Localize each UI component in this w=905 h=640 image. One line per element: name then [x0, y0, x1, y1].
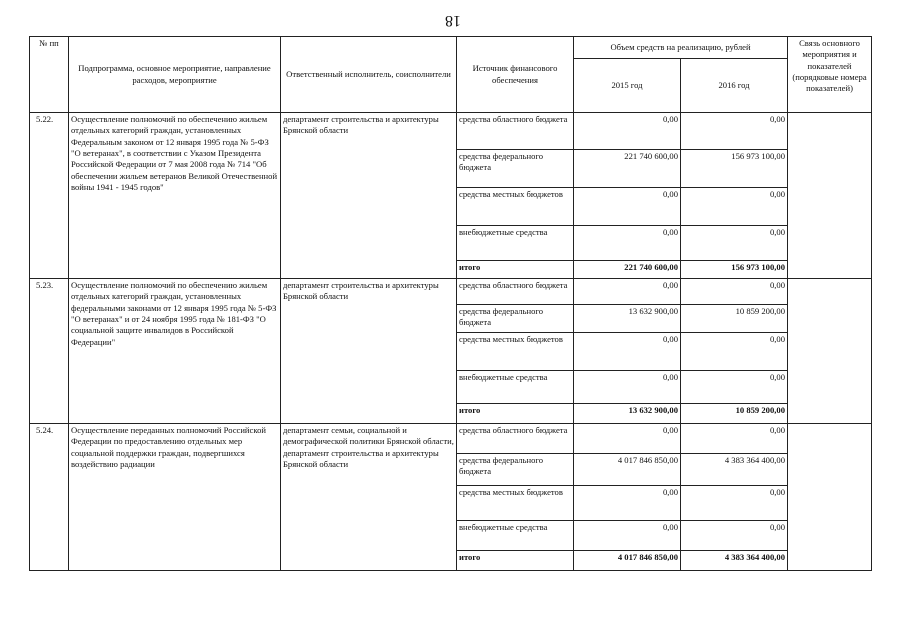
total-2015: 4 017 846 850,00 [574, 551, 681, 571]
value-2016: 4 383 364 400,00 [681, 454, 788, 486]
source-cell: средства областного бюджета [457, 279, 574, 305]
activity-name: Осуществление переданных полномочий Российской Федерации по предоставлению отдельных мер социальной поддержки граждан, подвергшихся воздействию радиации [69, 424, 281, 571]
header-source: Источник финансового обеспечения [457, 37, 574, 113]
value-2015: 0,00 [574, 113, 681, 150]
value-2015: 13 632 900,00 [574, 305, 681, 333]
link-cell [788, 424, 872, 571]
value-2016: 0,00 [681, 113, 788, 150]
value-2015: 0,00 [574, 424, 681, 454]
total-2016: 4 383 364 400,00 [681, 551, 788, 571]
source-cell: средства областного бюджета [457, 424, 574, 454]
funding-table [29, 36, 872, 571]
source-cell: средства федерального бюджета [457, 150, 574, 188]
value-2016: 0,00 [681, 486, 788, 521]
source-cell: внебюджетные средства [457, 521, 574, 551]
value-2016: 0,00 [681, 424, 788, 454]
header-2016: 2016 год [681, 59, 788, 113]
value-2016: 0,00 [681, 371, 788, 404]
source-cell: средства областного бюджета [457, 113, 574, 150]
row-number: 5.24. [30, 424, 69, 571]
source-cell: средства местных бюджетов [457, 333, 574, 371]
header-2015: 2015 год [574, 59, 681, 113]
value-2015: 4 017 846 850,00 [574, 454, 681, 486]
total-2016: 156 973 100,00 [681, 261, 788, 279]
table-row [30, 113, 872, 150]
value-2016: 0,00 [681, 188, 788, 226]
value-2015: 0,00 [574, 188, 681, 226]
page-number: 18 [444, 12, 461, 29]
total-label: итого [457, 551, 574, 571]
value-2015: 0,00 [574, 333, 681, 371]
header-executor: Ответственный исполнитель, соисполнители [281, 37, 457, 113]
executor: департамент семьи, социальной и демографической политики Брянской области, департамент строительства и архитектуры Брянской области [281, 424, 457, 571]
value-2016: 156 973 100,00 [681, 150, 788, 188]
value-2015: 221 740 600,00 [574, 150, 681, 188]
row-number: 5.23. [30, 279, 69, 424]
link-cell [788, 113, 872, 279]
activity-name: Осуществление полномочий по обеспечению жильем отдельных категорий граждан, установленных Федеральным законом от 12 января 1995 года № 5-ФЗ "О ветеранах", в соответствии с Указом Президента Российской Федерации от 7 мая 2008 года № 714 "Об обеспечении жильем ветеранов Великой Отечественной войны 1941 - 1945 годов" [69, 113, 281, 279]
row-number: 5.22. [30, 113, 69, 279]
source-cell: внебюджетные средства [457, 371, 574, 404]
value-2016: 0,00 [681, 279, 788, 305]
value-2015: 0,00 [574, 486, 681, 521]
source-cell: средства местных бюджетов [457, 188, 574, 226]
value-2016: 0,00 [681, 226, 788, 261]
value-2016: 0,00 [681, 521, 788, 551]
total-label: итого [457, 404, 574, 424]
value-2016: 10 859 200,00 [681, 305, 788, 333]
source-cell: средства федерального бюджета [457, 454, 574, 486]
value-2015: 0,00 [574, 521, 681, 551]
table-row [30, 424, 872, 454]
link-cell [788, 279, 872, 424]
table-row [30, 279, 872, 305]
executor: департамент строительства и архитектуры Брянской области [281, 113, 457, 279]
total-2015: 221 740 600,00 [574, 261, 681, 279]
source-cell: внебюджетные средства [457, 226, 574, 261]
value-2015: 0,00 [574, 226, 681, 261]
activity-name: Осуществление полномочий по обеспечению жильем отдельных категорий граждан, установленных федеральными законами от 12 января 1995 года № 5-ФЗ "О ветеранах" и от 24 ноября 1995 года № 181-ФЗ "О социальной защите инвалидов в Российской Федерации" [69, 279, 281, 424]
value-2015: 0,00 [574, 279, 681, 305]
header-volume: Объем средств на реализацию, рублей [574, 37, 788, 59]
value-2015: 0,00 [574, 371, 681, 404]
total-2015: 13 632 900,00 [574, 404, 681, 424]
total-2016: 10 859 200,00 [681, 404, 788, 424]
executor: департамент строительства и архитектуры Брянской области [281, 279, 457, 424]
source-cell: средства федерального бюджета [457, 305, 574, 333]
source-cell: средства местных бюджетов [457, 486, 574, 521]
value-2016: 0,00 [681, 333, 788, 371]
header-nn: № пп [30, 37, 69, 113]
header-name: Подпрограмма, основное мероприятие, направление расходов, мероприятие [69, 37, 281, 113]
total-label: итого [457, 261, 574, 279]
header-link: Связь основного мероприятия и показателей (порядковые номера показателей) [788, 37, 872, 113]
